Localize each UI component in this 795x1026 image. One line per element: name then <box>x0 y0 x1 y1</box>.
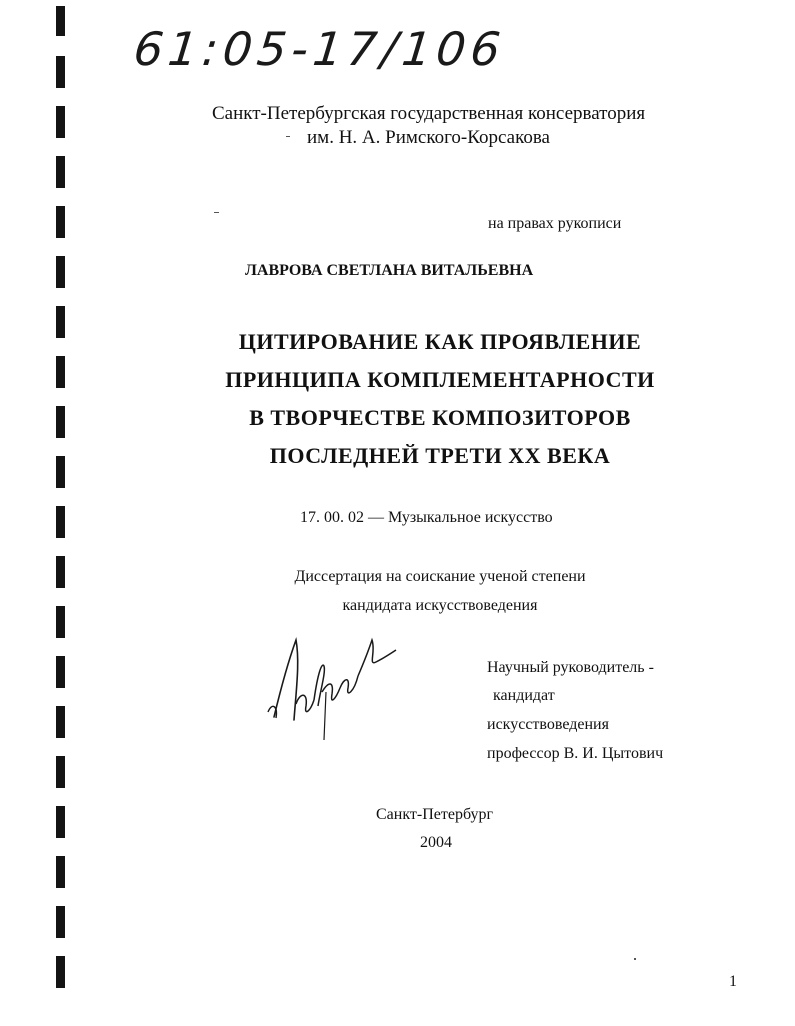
title-line: ЦИТИРОВАНИЕ КАК ПРОЯВЛЕНИЕ <box>238 329 642 354</box>
binding-mark <box>56 556 65 588</box>
binding-mark <box>56 756 65 788</box>
binding-mark <box>56 156 65 188</box>
scan-speck <box>286 136 290 137</box>
binding-mark <box>56 56 65 88</box>
binding-mark <box>56 306 65 338</box>
binding-mark <box>56 506 65 538</box>
binding-mark <box>56 956 65 988</box>
binding-mark <box>56 656 65 688</box>
binding-mark <box>56 356 65 388</box>
binding-mark <box>56 456 65 488</box>
binding-mark <box>56 406 65 438</box>
scan-speck <box>214 212 219 213</box>
author-signature <box>266 632 406 747</box>
scan-speck <box>634 958 636 960</box>
advisor-field: искусствоведения <box>487 716 609 733</box>
institution-name: Санкт-Петербургская государственная консерватория <box>212 103 646 124</box>
advisor-degree: кандидат <box>493 687 555 704</box>
binding-mark <box>56 256 65 288</box>
binding-mark <box>56 806 65 838</box>
advisor-role: Научный руководитель - <box>487 659 654 676</box>
title-line: ПОСЛЕДНЕЙ ТРЕТИ ХХ ВЕКА <box>269 443 611 468</box>
binding-mark <box>56 856 65 888</box>
city: Санкт-Петербург <box>376 806 494 823</box>
specialty-code: 17. 00. 02 — Музыкальное искусство <box>300 509 553 526</box>
institution-honorific: им. Н. А. Римского-Корсакова <box>307 127 550 148</box>
title-line: В ТВОРЧЕСТВЕ КОМПОЗИТОРОВ <box>249 405 631 430</box>
binding-mark <box>56 6 65 36</box>
binding-mark <box>56 606 65 638</box>
page-number: 1 <box>729 973 737 990</box>
binding-mark <box>56 206 65 238</box>
archive-number: 61:05-17/106 <box>131 22 508 76</box>
degree-line: Диссертация на соискание ученой степени <box>294 568 586 585</box>
advisor-name: профессор В. И. Цытович <box>487 745 664 762</box>
degree-line: кандидата искусствоведения <box>342 597 538 614</box>
dissertation-title <box>200 323 680 475</box>
binding-mark <box>56 906 65 938</box>
manuscript-note: на правах рукописи <box>488 215 622 232</box>
binding-mark <box>56 706 65 738</box>
year: 2004 <box>420 834 452 851</box>
author-name: ЛАВРОВА СВЕТЛАНА ВИТАЛЬЕВНА <box>245 262 534 279</box>
title-line: ПРИНЦИПА КОМПЛЕМЕНТАРНОСТИ <box>225 367 655 392</box>
binding-mark <box>56 106 65 138</box>
